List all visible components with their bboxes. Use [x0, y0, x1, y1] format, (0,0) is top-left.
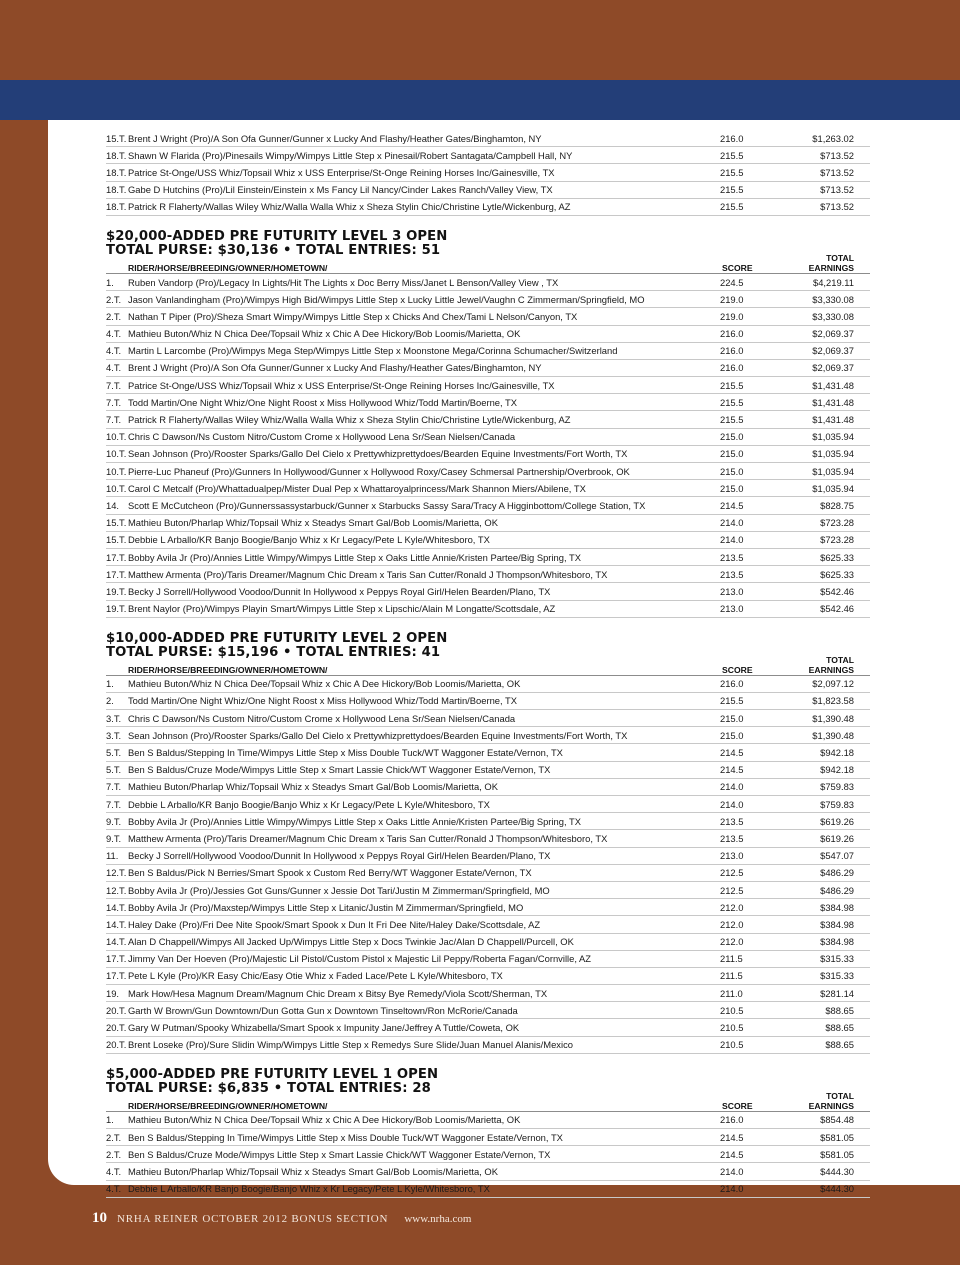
score-cell: 213.0 [720, 585, 744, 597]
score-cell: 215.5 [720, 414, 744, 426]
score-cell: 215.5 [720, 149, 744, 161]
placing-cell: 7.T. [106, 379, 122, 391]
placing-cell: 14.T. [106, 936, 127, 948]
earnings-cell: $619.26 [820, 815, 854, 827]
table-header [106, 252, 870, 274]
class-purse-summary: TOTAL PURSE: $30,136 • TOTAL ENTRIES: 51 [106, 242, 441, 258]
table-row [106, 1112, 870, 1129]
earnings-cell: $759.83 [820, 798, 854, 810]
placing-cell: 15.T. [106, 132, 127, 144]
score-cell: 212.0 [720, 936, 744, 948]
placing-cell: 1. [106, 1114, 114, 1126]
score-cell: 216.0 [720, 1114, 744, 1126]
table-row [106, 951, 870, 968]
placing-cell: 2.T. [106, 1148, 122, 1160]
table-row [106, 130, 870, 147]
table-row [106, 865, 870, 882]
score-cell: 211.0 [720, 987, 743, 999]
earnings-cell: $1,431.48 [812, 414, 854, 426]
entry-cell: Ben S Baldus/Stepping In Time/Wimpys Little Step x Miss Double Tuck/WT Waggoner Estate/Vernon, TX [128, 1131, 563, 1143]
website-link[interactable]: www.nrha.com [404, 1213, 472, 1225]
earnings-cell: $486.29 [820, 867, 854, 879]
table-row [106, 515, 870, 532]
header-blue-band [0, 80, 960, 120]
placing-cell: 20.T. [106, 1022, 127, 1034]
earnings-cell: $2,069.37 [812, 328, 854, 340]
score-cell: 210.5 [720, 1004, 744, 1016]
placing-cell: 9.T. [106, 815, 122, 827]
column-header-earnings: TOTAL EARNINGS [808, 1090, 854, 1111]
earnings-cell: $942.18 [820, 747, 854, 759]
earnings-cell: $1,035.94 [812, 431, 854, 443]
page-number: 10 [92, 1210, 107, 1226]
earnings-cell: $315.33 [820, 953, 854, 965]
column-header-earnings: TOTAL EARNINGS [808, 654, 854, 675]
placing-cell: 12.T. [106, 867, 127, 879]
entry-cell: Todd Martin/One Night Whiz/One Night Roost x Miss Hollywood Whiz/Todd Martin/Boerne, TX [128, 396, 518, 408]
entry-cell: Todd Martin/One Night Whiz/One Night Roost x Miss Hollywood Whiz/Todd Martin/Boerne, TX [128, 695, 518, 707]
table-row [106, 601, 870, 618]
earnings-cell: $4,219.11 [812, 276, 854, 288]
entry-cell: Gabe D Hutchins (Pro)/Lil Einstein/Einstein x Ms Fancy Lil Nancy/Cinder Lakes Ranch/Valley View, TX [128, 184, 553, 196]
table-row [106, 308, 870, 325]
entry-cell: Bobby Avila Jr (Pro)/Annies Little Wimpy/Wimpys Little Step x Oaks Little Annie/Kristen Partee/Big Spring, TX [128, 551, 581, 563]
table-row [106, 1002, 870, 1019]
score-cell: 215.0 [720, 482, 744, 494]
score-cell: 216.0 [720, 678, 744, 690]
table-row [106, 1146, 870, 1163]
placing-cell: 15.T. [106, 517, 127, 529]
score-cell: 211.5 [720, 953, 743, 965]
placing-cell: 5.T. [106, 747, 122, 759]
earnings-cell: $581.05 [820, 1131, 854, 1143]
score-cell: 210.5 [720, 1039, 744, 1051]
score-cell: 224.5 [720, 276, 744, 288]
class-title: $10,000-ADDED PRE FUTURITY LEVEL 2 OPEN [106, 630, 448, 646]
earnings-cell: $2,069.37 [812, 362, 854, 374]
class-purse-summary: TOTAL PURSE: $6,835 • TOTAL ENTRIES: 28 [106, 1080, 431, 1096]
entry-cell: Jimmy Van Der Hoeven (Pro)/Majestic Lil Pistol/Custom Pistol x Majestic Lil Peppy/Roberta Fagan/Cornville, AZ [128, 953, 592, 965]
placing-cell: 18.T. [106, 201, 127, 213]
placing-cell: 10.T. [106, 431, 127, 443]
column-header-entry: RIDER/HORSE/BREEDING/OWNER/HOMETOWN/ [128, 262, 328, 273]
placing-cell: 5.T. [106, 764, 122, 776]
results-sections [106, 230, 870, 1198]
score-cell: 215.5 [720, 379, 744, 391]
earnings-cell: $88.65 [825, 1004, 854, 1016]
score-cell: 214.0 [720, 1183, 744, 1195]
entry-cell: Debbie L Arballo/KR Banjo Boogie/Banjo Whiz x Kr Legacy/Pete L Kyle/Whitesboro, TX [128, 798, 490, 810]
score-cell: 214.5 [720, 764, 744, 776]
earnings-cell: $1,390.48 [812, 712, 854, 724]
entry-cell: Mathieu Buton/Pharlap Whiz/Topsail Whiz x Steadys Smart Gal/Bob Loomis/Marietta, OK [128, 1165, 498, 1177]
placing-cell: 7.T. [106, 781, 122, 793]
table-row [106, 1181, 870, 1198]
entry-cell: Matthew Armenta (Pro)/Taris Dreamer/Magnum Chic Dream x Taris San Cutter/Ronald J Thompson/Whitesboro, TX [128, 568, 608, 580]
table-row [106, 676, 870, 693]
entry-cell: Ben S Baldus/Pick N Berries/Smart Spook x Custom Red Berry/WT Waggoner Estate/Vernon, TX [128, 867, 532, 879]
entry-cell: Bobby Avila Jr (Pro)/Maxstep/Wimpys Little Step x Litanic/Justin M Zimmerman/Springfield, MO [128, 901, 524, 913]
score-cell: 214.0 [720, 798, 744, 810]
earnings-cell: $88.65 [825, 1039, 854, 1051]
score-cell: 213.0 [720, 850, 744, 862]
column-header-earnings: TOTAL EARNINGS [808, 252, 854, 273]
table-row [106, 583, 870, 600]
table-row [106, 727, 870, 744]
class-title: $20,000-ADDED PRE FUTURITY LEVEL 3 OPEN [106, 228, 448, 244]
entry-cell: Pete L Kyle (Pro)/KR Easy Chic/Easy Otie Whiz x Faded Lace/Pete L Kyle/Whitesboro, TX [128, 970, 503, 982]
table-row [106, 411, 870, 428]
earnings-cell: $723.28 [820, 517, 854, 529]
placing-cell: 3.T. [106, 712, 122, 724]
score-cell: 216.0 [720, 362, 744, 374]
table-row [106, 343, 870, 360]
top-brown-band [0, 0, 960, 80]
earnings-cell: $542.46 [820, 585, 854, 597]
entry-cell: Patrick R Flaherty/Wallas Wiley Whiz/Walla Walla Whiz x Sheza Stylin Chic/Christine Lytle/Wickenburg, AZ [128, 414, 571, 426]
entry-cell: Ben S Baldus/Stepping In Time/Wimpys Little Step x Miss Double Tuck/WT Waggoner Estate/Vernon, TX [128, 747, 563, 759]
placing-cell: 17.T. [106, 568, 127, 580]
placing-cell: 19. [106, 987, 120, 999]
score-cell: 212.0 [720, 918, 744, 930]
table-row [106, 549, 870, 566]
table-row [106, 532, 870, 549]
entry-cell: Garth W Brown/Gun Downtown/Dun Gotta Gun x Downtown Tinseltown/Ron McRorie/Canada [128, 1004, 518, 1016]
placing-cell: 1. [106, 678, 114, 690]
score-cell: 216.0 [720, 345, 744, 357]
table-row [106, 360, 870, 377]
placing-cell: 7.T. [106, 798, 122, 810]
continued-results-table [106, 130, 870, 216]
entry-cell: Mathieu Buton/Whiz N Chica Dee/Topsail Whiz x Chic A Dee Hickory/Bob Loomis/Marietta, OK [128, 328, 521, 340]
entry-cell: Nathan T Piper (Pro)/Sheza Smart Wimpy/Wimpys Little Step x Chicks And Chex/Tami L Nelson/Canyon, TX [128, 310, 578, 322]
score-cell: 214.5 [720, 499, 744, 511]
table-row [106, 899, 870, 916]
entry-cell: Patrice St-Onge/USS Whiz/Topsail Whiz x USS Enterprise/St-Onge Reining Horses Inc/Gainesville, TX [128, 379, 555, 391]
placing-cell: 17.T. [106, 953, 127, 965]
placing-cell: 10.T. [106, 465, 127, 477]
table-row [106, 1037, 870, 1054]
placing-cell: 14.T. [106, 918, 127, 930]
class-title: $5,000-ADDED PRE FUTURITY LEVEL 1 OPEN [106, 1066, 439, 1082]
entry-cell: Brent Loseke (Pro)/Sure Slidin Wimp/Wimpys Little Step x Remedys Sure Slide/Juan Manuel Alanis/Mexico [128, 1039, 573, 1051]
entry-cell: Brent J Wright (Pro)/A Son Ofa Gunner/Gunner x Lucky And Flashy/Heather Gates/Binghamton, NY [128, 362, 542, 374]
table-row [106, 968, 870, 985]
earnings-cell: $625.33 [820, 568, 854, 580]
placing-cell: 2.T. [106, 310, 122, 322]
earnings-cell: $88.65 [825, 1022, 854, 1034]
placing-cell: 4.T. [106, 328, 122, 340]
table-row [106, 1163, 870, 1180]
entry-cell: Brent Naylor (Pro)/Wimpys Playin Smart/Wimpys Little Step x Lipschic/Alain M Longatte/Scottsdale, AZ [128, 603, 556, 615]
placing-cell: 20.T. [106, 1004, 127, 1016]
score-cell: 215.0 [720, 448, 744, 460]
entry-cell: Gary W Putman/Spooky Whizabella/Smart Spook x Impunity Jane/Jeffrey A Tuttle/Coweta, OK [128, 1022, 520, 1034]
earnings-cell: $486.29 [820, 884, 854, 896]
entry-cell: Mark How/Hesa Magnum Dream/Magnum Chic Dream x Bitsy Bye Remedy/Viola Scott/Sherman, TX [128, 987, 548, 999]
entry-cell: Sean Johnson (Pro)/Rooster Sparks/Gallo Del Cielo x Prettywhizprettydoes/Bearden Equine Investments/Fort Worth, TX [128, 448, 628, 460]
placing-cell: 1. [106, 276, 114, 288]
entry-cell: Ruben Vandorp (Pro)/Legacy In Lights/Hit The Lights x Doc Berry Miss/Janet L Benson/Valley View , TX [128, 276, 559, 288]
table-row [106, 779, 870, 796]
placing-cell: 18.T. [106, 149, 127, 161]
earnings-cell: $942.18 [820, 764, 854, 776]
table-row [106, 566, 870, 583]
page-footer [92, 1210, 471, 1227]
table-row [106, 813, 870, 830]
score-cell: 212.0 [720, 901, 744, 913]
score-cell: 215.5 [720, 695, 744, 707]
table-row [106, 1019, 870, 1036]
table-row [106, 796, 870, 813]
score-cell: 215.5 [720, 396, 744, 408]
entry-cell: Becky J Sorrell/Hollywood Voodoo/Dunnit In Hollywood x Peppys Royal Girl/Helen Bearden/Plano, TX [128, 585, 551, 597]
earnings-cell: $3,330.08 [812, 310, 854, 322]
earnings-cell: $713.52 [820, 184, 854, 196]
entry-cell: Jason Vanlandingham (Pro)/Wimpys High Bid/Wimpys Little Step x Lucky Little Jewel/Vaughn C Zimmerman/Springfield, MO [128, 293, 645, 305]
earnings-cell: $1,823.58 [812, 695, 854, 707]
earnings-cell: $713.52 [820, 149, 854, 161]
earnings-cell: $1,035.94 [812, 465, 854, 477]
earnings-cell: $2,097.12 [812, 678, 854, 690]
placing-cell: 10.T. [106, 448, 127, 460]
entry-cell: Mathieu Buton/Pharlap Whiz/Topsail Whiz x Steadys Smart Gal/Bob Loomis/Marietta, OK [128, 517, 498, 529]
column-header-score: SCORE [722, 262, 753, 273]
entry-cell: Mathieu Buton/Whiz N Chica Dee/Topsail Whiz x Chic A Dee Hickory/Bob Loomis/Marietta, OK [128, 678, 521, 690]
earnings-cell: $384.98 [820, 918, 854, 930]
placing-cell: 10.T. [106, 482, 127, 494]
table-row [106, 182, 870, 199]
table-row [106, 497, 870, 514]
placing-cell: 4.T. [106, 1183, 122, 1195]
placing-cell: 15.T. [106, 534, 127, 546]
entry-cell: Ben S Baldus/Cruze Mode/Wimpys Little Step x Smart Lassie Chick/WT Waggoner Estate/Vernon, TX [128, 1148, 551, 1160]
placing-cell: 12.T. [106, 884, 127, 896]
placing-cell: 7.T. [106, 414, 122, 426]
score-cell: 213.5 [720, 832, 744, 844]
table-row [106, 693, 870, 710]
placing-cell: 11. [106, 850, 119, 862]
placing-cell: 4.T. [106, 1165, 122, 1177]
earnings-cell: $315.33 [820, 970, 854, 982]
earnings-cell: $384.98 [820, 936, 854, 948]
entry-cell: Becky J Sorrell/Hollywood Voodoo/Dunnit In Hollywood x Peppys Royal Girl/Helen Bearden/Plano, TX [128, 850, 551, 862]
entry-cell: Patrice St-Onge/USS Whiz/Topsail Whiz x USS Enterprise/St-Onge Reining Horses Inc/Gainesville, TX [128, 166, 555, 178]
results-content [106, 130, 870, 1198]
earnings-cell: $1,035.94 [812, 448, 854, 460]
table-row [106, 710, 870, 727]
entry-cell: Patrick R Flaherty/Wallas Wiley Whiz/Walla Walla Whiz x Sheza Stylin Chic/Christine Lytle/Wickenburg, AZ [128, 201, 571, 213]
placing-cell: 4.T. [106, 345, 122, 357]
table-row [106, 291, 870, 308]
entry-cell: Haley Dake (Pro)/Fri Dee Nite Spook/Smart Spook x Dun It Fri Dee Nite/Haley Dake/Scottsdale, AZ [128, 918, 541, 930]
column-header-score: SCORE [722, 1100, 753, 1111]
class-section [106, 230, 870, 618]
entry-cell: Debbie L Arballo/KR Banjo Boogie/Banjo Whiz x Kr Legacy/Pete L Kyle/Whitesboro, TX [128, 534, 490, 546]
table-row [106, 446, 870, 463]
table-row [106, 394, 870, 411]
placing-cell: 7.T. [106, 396, 122, 408]
placing-cell: 14. [106, 499, 120, 511]
placing-cell: 2. [106, 695, 114, 707]
score-cell: 213.5 [720, 551, 744, 563]
placing-cell: 18.T. [106, 166, 127, 178]
earnings-cell: $542.46 [820, 603, 854, 615]
placing-cell: 18.T. [106, 184, 127, 196]
score-cell: 215.5 [720, 166, 744, 178]
score-cell: 212.5 [720, 884, 744, 896]
table-row [106, 744, 870, 761]
earnings-cell: $713.52 [820, 166, 854, 178]
placing-cell: 19.T. [106, 603, 127, 615]
placing-cell: 2.T. [106, 1131, 122, 1143]
placing-cell: 19.T. [106, 585, 127, 597]
entry-cell: Martin L Larcombe (Pro)/Wimpys Mega Step/Wimpys Little Step x Moonstone Mega/Corinna Schumacher/Switzerland [128, 345, 618, 357]
score-cell: 214.0 [720, 534, 744, 546]
table-row [106, 882, 870, 899]
earnings-cell: $3,330.08 [812, 293, 854, 305]
earnings-cell: $1,390.48 [812, 729, 854, 741]
score-cell: 214.0 [720, 517, 744, 529]
earnings-cell: $854.48 [820, 1114, 854, 1126]
score-cell: 215.0 [720, 465, 744, 477]
score-cell: 210.5 [720, 1022, 744, 1034]
earnings-cell: $2,069.37 [812, 345, 854, 357]
score-cell: 214.0 [720, 1165, 744, 1177]
table-row [106, 480, 870, 497]
score-cell: 211.5 [720, 970, 743, 982]
score-cell: 215.0 [720, 712, 744, 724]
table-row [106, 429, 870, 446]
entry-cell: Chris C Dawson/Ns Custom Nitro/Custom Crome x Hollywood Lena Sr/Sean Nielsen/Canada [128, 431, 516, 443]
table-row [106, 985, 870, 1002]
table-header [106, 654, 870, 676]
table-row [106, 762, 870, 779]
entry-cell: Mathieu Buton/Pharlap Whiz/Topsail Whiz x Steadys Smart Gal/Bob Loomis/Marietta, OK [128, 781, 498, 793]
placing-cell: 20.T. [106, 1039, 127, 1051]
score-cell: 214.5 [720, 747, 744, 759]
entry-cell: Ben S Baldus/Cruze Mode/Wimpys Little Step x Smart Lassie Chick/WT Waggoner Estate/Vernon, TX [128, 764, 551, 776]
earnings-cell: $547.07 [820, 850, 854, 862]
table-row [106, 326, 870, 343]
entry-cell: Sean Johnson (Pro)/Rooster Sparks/Gallo Del Cielo x Prettywhizprettydoes/Bearden Equine Investments/Fort Worth, TX [128, 729, 628, 741]
score-cell: 214.5 [720, 1148, 744, 1160]
earnings-cell: $1,263.02 [812, 132, 854, 144]
placing-cell: 14.T. [106, 901, 127, 913]
table-row [106, 463, 870, 480]
table-row [106, 377, 870, 394]
entry-cell: Bobby Avila Jr (Pro)/Annies Little Wimpy/Wimpys Little Step x Oaks Little Annie/Kristen Partee/Big Spring, TX [128, 815, 581, 827]
earnings-cell: $444.30 [820, 1183, 854, 1195]
entry-cell: Debbie L Arballo/KR Banjo Boogie/Banjo Whiz x Kr Legacy/Pete L Kyle/Whitesboro, TX [128, 1183, 490, 1195]
table-header [106, 1090, 870, 1112]
placing-cell: 4.T. [106, 362, 122, 374]
entry-cell: Pierre-Luc Phaneuf (Pro)/Gunners In Hollywood/Gunner x Hollywood Roxy/Casey Schmersal Partnership/Overbrook, OK [128, 465, 630, 477]
placing-cell: 3.T. [106, 729, 122, 741]
table-row [106, 147, 870, 164]
score-cell: 212.5 [720, 867, 744, 879]
placing-cell: 17.T. [106, 551, 127, 563]
score-cell: 214.5 [720, 1131, 744, 1143]
class-section [106, 1068, 870, 1198]
earnings-cell: $723.28 [820, 534, 854, 546]
earnings-cell: $1,035.94 [812, 482, 854, 494]
score-cell: 216.0 [720, 132, 744, 144]
table-row [106, 830, 870, 847]
score-cell: 213.5 [720, 568, 744, 580]
column-header-entry: RIDER/HORSE/BREEDING/OWNER/HOMETOWN/ [128, 664, 328, 675]
entry-cell: Shawn W Flarida (Pro)/Pinesails Wimpy/Wimpys Little Step x Pinesail/Robert Santagata/Campbell Hall, NY [128, 149, 573, 161]
entry-cell: Scott E McCutcheon (Pro)/Gunnerssassystarbuck/Gunner x Starbucks Sassy Sara/Tracy A Higginbottom/College Station, TX [128, 499, 646, 511]
placing-cell: 17.T. [106, 970, 127, 982]
score-cell: 219.0 [720, 293, 744, 305]
score-cell: 216.0 [720, 328, 744, 340]
class-section [106, 632, 870, 1054]
score-cell: 213.0 [720, 603, 744, 615]
table-row [106, 274, 870, 291]
table-row [106, 1129, 870, 1146]
placing-cell: 2.T. [106, 293, 122, 305]
table-row [106, 199, 870, 216]
entry-cell: Brent J Wright (Pro)/A Son Ofa Gunner/Gunner x Lucky And Flashy/Heather Gates/Binghamton, NY [128, 132, 542, 144]
entry-cell: Bobby Avila Jr (Pro)/Jessies Got Guns/Gunner x Jessie Dot Tari/Justin M Zimmerman/Springfield, MO [128, 884, 550, 896]
score-cell: 214.0 [720, 781, 744, 793]
score-cell: 215.0 [720, 431, 744, 443]
column-header-entry: RIDER/HORSE/BREEDING/OWNER/HOMETOWN/ [128, 1100, 328, 1111]
earnings-cell: $713.52 [820, 201, 854, 213]
table-row [106, 164, 870, 181]
earnings-cell: $1,431.48 [812, 379, 854, 391]
earnings-cell: $759.83 [820, 781, 854, 793]
score-cell: 215.5 [720, 184, 744, 196]
earnings-cell: $619.26 [820, 832, 854, 844]
table-row [106, 934, 870, 951]
score-cell: 215.5 [720, 201, 744, 213]
table-row [106, 848, 870, 865]
earnings-cell: $625.33 [820, 551, 854, 563]
score-cell: 213.5 [720, 815, 744, 827]
earnings-cell: $281.14 [820, 987, 854, 999]
earnings-cell: $1,431.48 [812, 396, 854, 408]
column-header-score: SCORE [722, 664, 753, 675]
score-cell: 215.0 [720, 729, 744, 741]
entry-cell: Mathieu Buton/Whiz N Chica Dee/Topsail Whiz x Chic A Dee Hickory/Bob Loomis/Marietta, OK [128, 1114, 521, 1126]
publication-info: NRHA REINER OCTOBER 2012 BONUS SECTION [117, 1213, 389, 1225]
earnings-cell: $581.05 [820, 1148, 854, 1160]
placing-cell: 9.T. [106, 832, 122, 844]
earnings-cell: $444.30 [820, 1165, 854, 1177]
entry-cell: Alan D Chappell/Wimpys All Jacked Up/Wimpys Little Step x Docs Twinkie Jac/Alan D Chappell/Purcell, OK [128, 936, 574, 948]
table-row [106, 916, 870, 933]
entry-cell: Matthew Armenta (Pro)/Taris Dreamer/Magnum Chic Dream x Taris San Cutter/Ronald J Thompson/Whitesboro, TX [128, 832, 608, 844]
earnings-cell: $384.98 [820, 901, 854, 913]
score-cell: 219.0 [720, 310, 744, 322]
class-purse-summary: TOTAL PURSE: $15,196 • TOTAL ENTRIES: 41 [106, 644, 441, 660]
entry-cell: Carol C Metcalf (Pro)/Whattadualpep/Mister Dual Pep x Whattaroyalprincess/Mark Shannon Miers/Abilene, TX [128, 482, 586, 494]
entry-cell: Chris C Dawson/Ns Custom Nitro/Custom Crome x Hollywood Lena Sr/Sean Nielsen/Canada [128, 712, 516, 724]
earnings-cell: $828.75 [820, 499, 854, 511]
